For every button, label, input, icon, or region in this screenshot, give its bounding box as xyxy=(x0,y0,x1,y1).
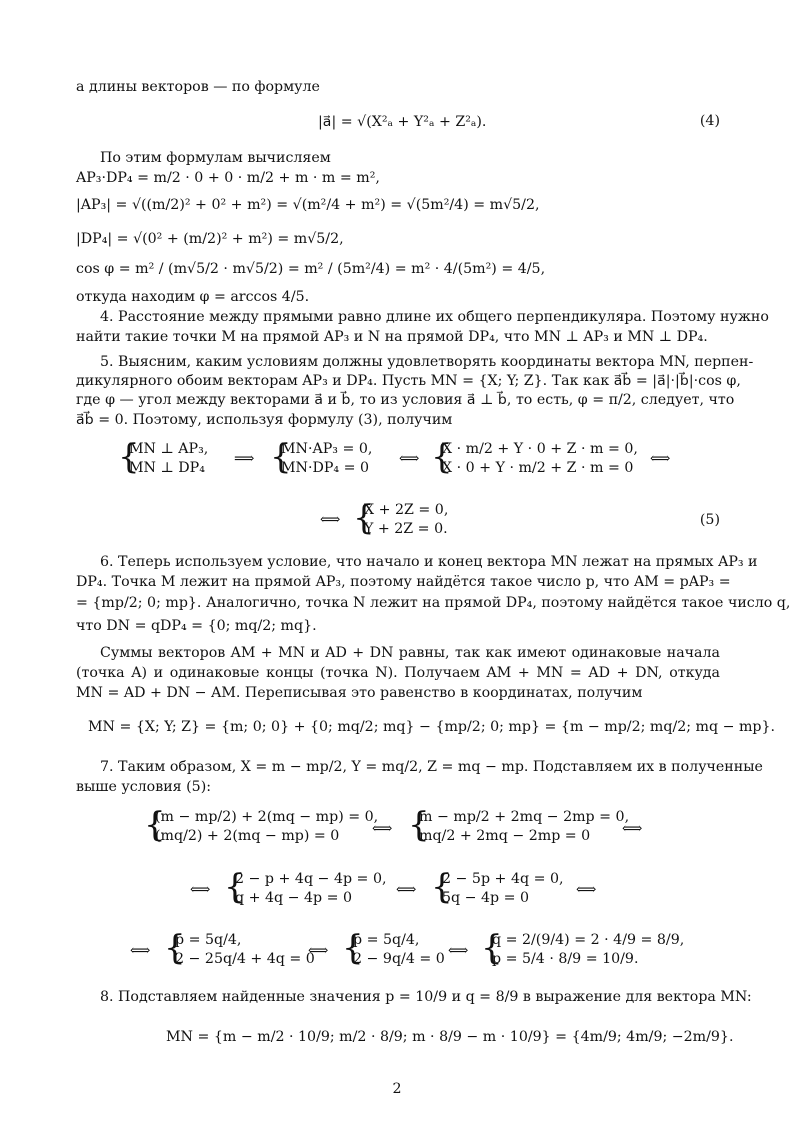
system-line: MN ⊥ DP₄ xyxy=(129,460,205,476)
paragraph-6-line-4: что DN = qDP₄ = {0; mq/2; mq}. xyxy=(76,618,317,634)
iff-arrow: ⟺ xyxy=(396,882,417,898)
paragraph-6-line-2: DP₄. Точка M лежит на прямой AP₃, поэтому найдётся такое число p, что AM = pAP₃ = xyxy=(76,574,731,590)
iff-arrow: ⟺ xyxy=(650,451,671,467)
formula-mn-coordinates: MN = {X; Y; Z} = {m; 0; 0} + {0; mq/2; mq} − {mp/2; 0; mp} = {m − mp/2; mq/2; mq − mp}. xyxy=(88,719,776,735)
system-line: p = 5q/4, xyxy=(175,932,242,948)
paragraph-6-line-7: MN = AD + DN − AM. Переписывая это равенство в координатах, получим xyxy=(76,685,643,701)
paragraph-4-line-2: найти такие точки M на прямой AP₃ и N на прямой DP₄, что MN ⊥ AP₃ и MN ⊥ DP₄. xyxy=(76,329,708,345)
system-line: q = 2/(9/4) = 2 · 4/9 = 8/9, xyxy=(492,932,685,948)
system-line: m − mp/2 + 2mq − 2mp = 0, xyxy=(419,809,630,825)
brace: { xyxy=(224,867,246,907)
system-line: (m − mp/2) + 2(mq − mp) = 0, xyxy=(155,809,379,825)
system-line: X · m/2 + Y · 0 + Z · m = 0, xyxy=(442,441,638,457)
paragraph-8: 8. Подставляем найденные значения p = 10/9 и q = 8/9 в выражение для вектора MN: xyxy=(100,989,752,1005)
brace: { xyxy=(431,437,453,477)
iff-arrow: ⟺ xyxy=(320,512,341,528)
brace: { xyxy=(270,437,292,477)
paragraph-7-line-1: 7. Таким образом, X = m − mp/2, Y = mq/2, Z = mq − mp. Подставляем их в полученные xyxy=(100,759,763,775)
brace: { xyxy=(164,928,186,968)
system-line: MN·DP₄ = 0 xyxy=(281,460,369,476)
system-line: 2 − p + 4q − 4p = 0, xyxy=(235,871,387,887)
system-line: MN ⊥ AP₃, xyxy=(129,441,209,457)
equation-number-5: (5) xyxy=(699,512,720,528)
system-line: Y + 2Z = 0. xyxy=(364,521,448,537)
computation-length-dp4: |DP₄| = √(0² + (m/2)² + m²) = m√5/2, xyxy=(76,231,344,247)
computation-length-ap3: |AP₃| = √((m/2)² + 0² + m²) = √(m²/4 + m²) = √(5m²/4) = m√5/2, xyxy=(76,197,540,213)
computation-dot-product: AP₃·DP₄ = m/2 · 0 + 0 · m/2 + m · m = m², xyxy=(76,170,380,186)
iff-arrow: ⟺ xyxy=(622,821,643,837)
system-line: 2 − 5p + 4q = 0, xyxy=(442,871,564,887)
system-line: MN·AP₃ = 0, xyxy=(281,441,373,457)
implies-arrow: ⟹ xyxy=(234,451,255,467)
iff-arrow: ⟺ xyxy=(372,821,393,837)
paragraph-6-line-5: Суммы векторов AM + MN и AD + DN равны, так как имеют одинаковые начала xyxy=(100,645,720,661)
iff-arrow: ⟺ xyxy=(308,943,329,959)
system-line: X · 0 + Y · m/2 + Z · m = 0 xyxy=(442,460,634,476)
system-line: 2 − 9q/4 = 0 xyxy=(353,951,445,967)
paragraph-6-line-3: = {mp/2; 0; mp}. Аналогично, точка N лежит на прямой DP₄, поэтому найдётся такое число q, xyxy=(76,595,791,611)
system-line: X + 2Z = 0, xyxy=(364,502,449,518)
computation-angle: откуда находим φ = arccos 4/5. xyxy=(76,289,310,305)
system-line: 2 − 25q/4 + 4q = 0 xyxy=(175,951,315,967)
paragraph-5-line-4: a⃗b⃗ = 0. Поэтому, используя формулу (3), получим xyxy=(76,412,453,428)
computation-cos: cos φ = m² / (m√5/2 · m√5/2) = m² / (5m²/4) = m² · 4/(5m²) = 4/5, xyxy=(76,261,546,277)
brace: { xyxy=(408,805,430,845)
brace: { xyxy=(144,805,166,845)
paragraph-6-line-1: 6. Теперь используем условие, что начало и конец вектора MN лежат на прямых AP₃ и xyxy=(100,554,758,570)
paragraph-6-line-6: (точка A) и одинаковые концы (точка N). Получаем AM + MN = AD + DN, откуда xyxy=(76,665,720,681)
compute-intro: По этим формулам вычисляем xyxy=(100,150,331,166)
brace: { xyxy=(431,867,453,907)
paragraph-5-line-1: 5. Выясним, каким условиям должны удовлетворять координаты вектора MN, перпен- xyxy=(100,354,754,370)
iff-arrow: ⟺ xyxy=(399,451,420,467)
system-line: mq/2 + 2mq − 2mp = 0 xyxy=(419,828,591,844)
system-line: 5q − 4p = 0 xyxy=(442,890,530,906)
paragraph-5-line-3: где φ — угол между векторами a⃗ и b⃗, то из условия a⃗ ⊥ b⃗, то есть, φ = π/2, следует, что xyxy=(76,392,735,408)
system-line: p = 5/4 · 8/9 = 10/9. xyxy=(492,951,639,967)
intro-line: а длины векторов — по формуле xyxy=(76,79,320,95)
paragraph-7-line-2: выше условия (5): xyxy=(76,779,212,795)
system-line: (mq/2) + 2(mq − mp) = 0 xyxy=(155,828,340,844)
iff-arrow: ⟺ xyxy=(190,882,211,898)
system-line: p = 5q/4, xyxy=(353,932,420,948)
brace: { xyxy=(118,437,140,477)
paragraph-5-line-2: дикулярного обоим векторам AP₃ и DP₄. Пусть MN = {X; Y; Z}. Так как a⃗b⃗ = |a⃗|·|b⃗|·cos φ, xyxy=(76,373,741,389)
iff-arrow: ⟺ xyxy=(130,943,151,959)
brace: { xyxy=(353,498,375,538)
iff-arrow: ⟺ xyxy=(576,882,597,898)
system-line: q + 4q − 4p = 0 xyxy=(235,890,353,906)
formula-mn-final: MN = {m − m/2 · 10/9; m/2 · 8/9; m · 8/9 − m · 10/9} = {4m/9; 4m/9; −2m/9}. xyxy=(166,1029,734,1045)
iff-arrow: ⟺ xyxy=(448,943,469,959)
paragraph-4-line-1: 4. Расстояние между прямыми равно длине их общего перпендикуляра. Поэтому нужно xyxy=(100,309,769,325)
page-number: 2 xyxy=(392,1081,402,1097)
formula-4: |a⃗| = √(X²ₐ + Y²ₐ + Z²ₐ). xyxy=(318,114,487,130)
brace: { xyxy=(342,928,364,968)
equation-number-4: (4) xyxy=(699,113,720,129)
brace: { xyxy=(481,928,503,968)
